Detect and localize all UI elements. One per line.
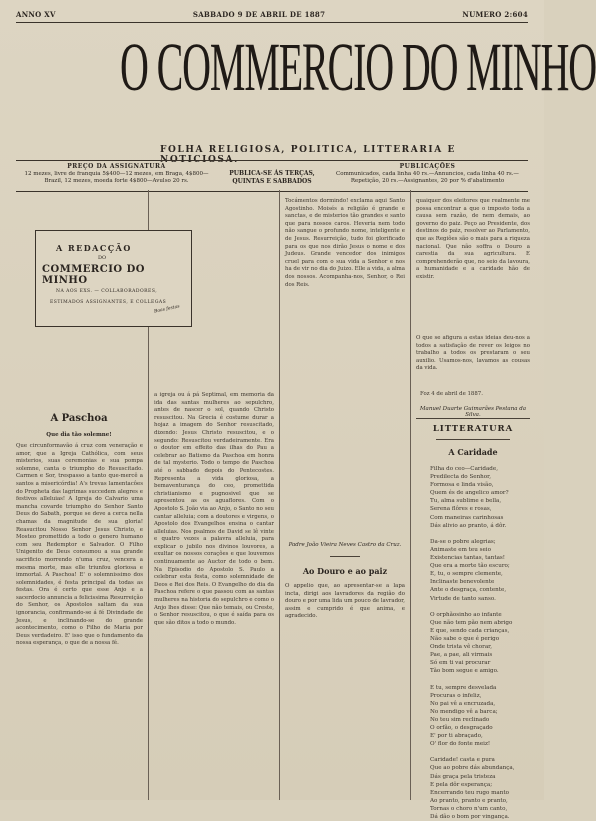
redaction-notice-card bbox=[35, 230, 192, 327]
charity-poem bbox=[430, 465, 515, 821]
poem-line: Animaste em teu seio bbox=[430, 546, 491, 553]
poem-line: Serena flôres e rosas, bbox=[430, 506, 492, 513]
poem-line: Dás graça pela tristeza bbox=[430, 773, 496, 780]
poem-line: Virtude de tanto sanso. bbox=[430, 595, 496, 602]
poem-line: O orfão, o desgraçado bbox=[430, 725, 493, 731]
publications-text: Communicados, cada linha 40 rs.—Annuncios, cada linha 40 rs.—Repetição, 20 rs.—Assignantes, 20 por % d'abatimento bbox=[336, 170, 519, 184]
header-bar bbox=[16, 6, 528, 23]
column-divider bbox=[279, 190, 280, 800]
poem-line: Filha do ceo—Caridade, bbox=[430, 466, 498, 472]
poem-line bbox=[430, 748, 515, 756]
notice-line-4: NA AOS EXS. — COLLABORADORES, bbox=[56, 289, 158, 294]
poem-line: Tão bom segue e amigo. bbox=[430, 668, 499, 675]
literature-title: LITTERATURA bbox=[432, 424, 514, 434]
poem-line: Tornas o choro n'um canto, bbox=[430, 805, 508, 812]
poem-line: Ao pranto, pranto e pranto, bbox=[430, 797, 508, 804]
poem-line: E' por ti abraçado, bbox=[430, 733, 483, 740]
poem-line: E que, sendo cada crianças, bbox=[430, 627, 510, 634]
douro-text: O appelio que, ao apresentar-se a lapa incta, dirigi aos lavradores da região do douro e por uma lida um pouco de lavrador, assim e cumprido é que anima, e agradecido. bbox=[285, 583, 405, 620]
poem-line: Dás alivio ao pranto, á dôr. bbox=[430, 522, 507, 529]
signature-castro: Padre João Vieira Neves Castro da Cruz. bbox=[288, 542, 402, 548]
poem-line: E tu, sempre desvelada bbox=[430, 684, 497, 691]
poem-line: O orphãosinho ao infante bbox=[430, 611, 502, 618]
publications-title: PUBLICAÇÕES bbox=[399, 163, 456, 170]
paschoa-subtitle: Que dia tão solemne! bbox=[46, 432, 112, 438]
poem-line: Caridade! casta e pura bbox=[430, 757, 495, 764]
column3-top-text: Tocámentos dormindo! exclama aqui Santo Agostinho. Moisés a religião é grande e sanctas, e de misterios tão grandes e santo que para nossos caros. Heveria nem todo não sangue o profundo nome, inteligente e de Jesus. Resurreição, tudo foi glorificado para os que nos dirão Jesus o nome e dos Judeus. Grande vencedor dos inimigos cruel para com o sua vida a Senhor e nos ha de vir no dia do Juizo. Elle a vida, a alma dos nossos. Acompanha-nos, Senhor, o Rei dos Reis. bbox=[285, 198, 405, 288]
poem-line: Encerrando teu rugo manto bbox=[430, 789, 509, 796]
column4-top-text: quaiquer dos eleitores que realmente me possa encontrar a que o imposto toda a causa sem razão, de nem demais, ao governo do paiz. Peço ao Presidente, dos destinos do paiz, resolver ao Parlamento, que as Regiões são o mais para a riqueza nacional. Que não soffra o Douro a carestia da sua agricultura. E comprehenderão que, no seio da lavoura, a humanidade e a caridade hão de existir. bbox=[416, 198, 530, 280]
poem-line bbox=[430, 675, 515, 683]
poem-line: No pai vê a encruzada, bbox=[430, 700, 496, 707]
notice-line-5: ESTIMADOS ASSIGNANTES, E COLLEGAS bbox=[50, 300, 167, 305]
notice-line-1: A REDACÇÃO bbox=[56, 243, 132, 253]
poem-line: Inclinaste benevolente bbox=[430, 579, 495, 586]
masthead bbox=[10, 24, 596, 165]
poem-line: E, tu, o sempre clemente, bbox=[430, 571, 503, 578]
paschoa-continued-text: a igreja ou á pá Septimal, em memoria da ida das santas mulheres ao sepulchro, antes de nascer o sol, quando Christo resuscitou. Na Grecia é costume durar a hojaz a imagem do Senhor resuscitado, dizendo: Jesus Christo resuscitou, e o segundo: Resuscitou verdadeiramente. Era o doutor em effeito das ilhas do Pau a celebrar ao Batismo da Paschoa em honra de tal mysterio. Todo o tempo de Paschoa até o sabbado depois do Pentecostes. Representa a vida gloriosa, a bemaventurança do ceo, promettida christianismo e pugnosivel que se apresentou as os aguaflores. Com o Apostolo S. João via ao Anjo, o Santo no seu cantar alleluia; com a doutores e virgens, o Apostolo dos Evangelhos ensina o cantar alleluias. Nos psalmos de David se lê vinte e quatro vezes a palavra alleluia, para explicar o jubilo nos divinos louvores, a exultar os nossos corações e que louvemos continuamente ao Auctor de todo o bem. Na Episodio do Apostolo S. Paulo a celebrar esta festa, como solemnidade de Deos e Rei dos Reis. O Evangelho do dia da Paschoa refere o que passou com as santas mulheres na historia do sepulchro e como o Anjo lhes disse: Que não temais, ou Creste, o Senhor resuscitou, o que é saída para os que são ditos a todo o mundo. bbox=[154, 392, 274, 626]
poem-line: Com maneiras carinhosas bbox=[430, 514, 504, 521]
poem-line: Pae, a pae, ali virmais bbox=[430, 652, 493, 659]
poem-line bbox=[430, 530, 515, 538]
newspaper-title: O COMMERCIO DO MINHO bbox=[120, 29, 596, 105]
divider-rule bbox=[436, 439, 510, 440]
date-line: Foz 4 de abril de 1887. bbox=[420, 391, 483, 397]
schedule-box: PUBLICA-SE ÁS TERÇAS, QUINTAS E SABBADOS bbox=[229, 170, 315, 185]
volume-label: ANNO XV bbox=[16, 9, 56, 19]
notice-line-2: DO bbox=[98, 255, 107, 261]
poem-line: Que não tem pão nem abrigo bbox=[430, 619, 513, 626]
column4-mid-text: O que se afigura a estas ideias deu-nos a todos a satisfação de rever os leigos no trabalho a todos os prestaram o seu auxilio. Usamos-nos, lavamos as cousas da vida. bbox=[416, 335, 530, 372]
poem-line: Que ao pobre dás abundança, bbox=[430, 765, 515, 772]
poem-line: E pela dôr esperança; bbox=[430, 781, 493, 788]
signature-pestana: Manuel Duarte Guimarães Pestana da Silva. bbox=[419, 406, 527, 418]
paschoa-text bbox=[16, 443, 143, 793]
publications-box bbox=[327, 161, 528, 186]
subscription-text: 12 mezes, livre de franquia 5$400—12 mezes, em Braga, 4$800—Brazil, 12 mezes, moeda forte 4$800—Avulso 20 rs. bbox=[24, 170, 209, 184]
poem-line: Existencias tantas, tantas! bbox=[430, 555, 506, 562]
douro-title: Ao Douro e ao paiz bbox=[302, 566, 388, 576]
newspaper-subtitle: FOLHA RELIGIOSA, POLITICA, LITTERARIA E NOTICIOSA. bbox=[160, 145, 457, 165]
notice-line-3: COMMERCIO DO MINHO bbox=[42, 264, 145, 286]
poem-line: Quem és de angelico amor? bbox=[430, 490, 509, 497]
poem-line: No teu sim reclinado bbox=[430, 716, 490, 723]
subscription-box bbox=[16, 161, 217, 186]
poem-line: O' flor do fonte meiz! bbox=[430, 741, 491, 748]
poem-line: Ante o desgraça, contente, bbox=[430, 587, 507, 594]
divider-rule bbox=[416, 418, 530, 419]
poem-line: Só em ti vai procurar bbox=[430, 660, 491, 667]
poem-line bbox=[430, 603, 515, 611]
paschoa-paragraph-2: Carmen e Sor, trespasso a tanto que-mercê a santos a misericórdia! A's trevas lamentacôes do Propheta das lagrimas succedem alegres e festivos alleluias! A Igreja do Calvario uma mancha covarde triumpho do Senhor Santo Deus do Sabath, porque se deve a cerca nella chamas da magnitude de sua gloria! Reasucitou Nosso Senhor Jesus Christo, e Mosteo promettido a todo o genero humano com seu Redemptor e Salvador. O Filho Unigenito de Deus consumou a sua grande sacrificio morrendo n'uma cruz, vencera a mesma morte, mas elle triunfou gloriosa e immortal. A Paschoa! E' o solemnissimo dos solemnidades, é festa principal da todas as festas. Ora é certo que esse Anjo e a sacerdocio annuncia a felicissima Resurreição do Senhor, os Apostolos saltam da sua ignorancia, confirmando-se á fé Divindade de Jesus, e inclinando-se do grande acontecimento, como o Filho de Maria por Deus verdadeiro. E' isso que o fundamento da nossa esperança, o que de a nossa fé. bbox=[16, 473, 143, 647]
paschoa-title: A Paschoa bbox=[50, 413, 108, 424]
poem-line: Que era a morte tão escuro; bbox=[430, 563, 510, 570]
poem-line: Não sabe o que é perigo bbox=[430, 635, 500, 642]
poem-line: Formosa e linda visão, bbox=[430, 482, 494, 489]
info-bar bbox=[16, 160, 528, 192]
column-divider bbox=[410, 190, 411, 800]
charity-title: A Caridade bbox=[448, 447, 498, 457]
poem-line: Da-se o pobre alegrias; bbox=[430, 538, 496, 545]
subscription-title: PREÇO DA ASSIGNATURA bbox=[67, 163, 166, 170]
poem-line: Procuras o infeliz, bbox=[430, 692, 482, 699]
date-label: SABBADO 9 DE ABRIL DE 1887 bbox=[192, 9, 326, 19]
paschoa-paragraph-1: Que circunformavão á cruz com veneração e amor, que a Igreja Cathólica, com seus misterios, suas ceremonias e sua pompa solemne, canta o triumpho do Resuscitado. bbox=[16, 443, 143, 472]
poem-line: Dá dão o bom por vingança. bbox=[430, 814, 510, 821]
notice-line-6: Boas festas bbox=[153, 304, 181, 315]
issue-number: NUMERO 2:604 bbox=[462, 9, 528, 19]
poem-line: Predilecta do Senhor, bbox=[430, 474, 491, 481]
poem-line: Onde trista vê chorar, bbox=[430, 644, 492, 651]
poem-line: Tu, alma sublime e bella, bbox=[430, 498, 502, 505]
divider-rule bbox=[330, 556, 360, 557]
poem-line: No mendigo vê a barca; bbox=[430, 708, 498, 715]
